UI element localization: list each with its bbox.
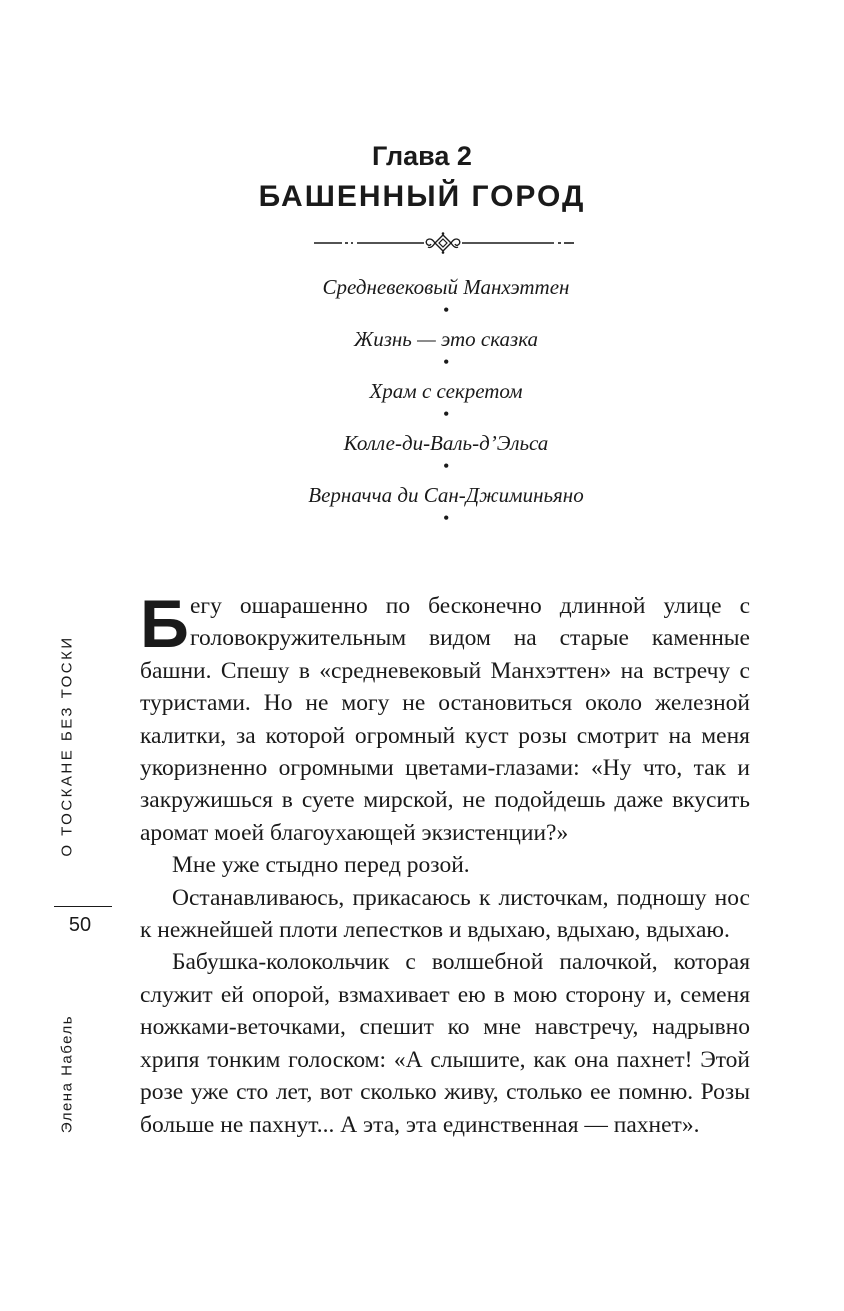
chapter-title: БАШЕННЫЙ ГОРОД — [258, 180, 586, 213]
paragraph: Останавливаюсь, прикасаюсь к листочкам, подношу нос к нежнейшей плоти лепестков и вдыхаю, вдыхаю, вдыхаю. — [140, 884, 750, 944]
topic-item: Верначча ди Сан-Джиминьяно — [308, 483, 584, 507]
author-name — [56, 994, 78, 1154]
paragraph: Мне уже стыдно перед розой. — [172, 852, 470, 879]
bullet-separator: • — [442, 456, 450, 476]
ornament-divider — [312, 232, 578, 254]
bullet-separator: • — [442, 352, 450, 372]
drop-cap: Б — [140, 586, 189, 662]
topic-item: Средневековый Манхэттен — [322, 275, 570, 299]
running-head — [56, 630, 78, 862]
bullet-separator: • — [442, 404, 450, 424]
paragraph: Бабушка-колокольчик с волшебной палочкой, которая служит ей опорой, взмахивает ею в мою сторону и, семеня ножками-веточками, спешит ко мне навстречу, надрывно хрипя тонким голоском: «А слышите, как она пахнет! Этой розе уже сто лет, вот сколько живу, столько ее помню. Розы больше не пахнут... А эта, эта единственная — пахнет». — [140, 949, 750, 1138]
page-number: 50 — [68, 914, 92, 936]
page-number-rule — [54, 906, 112, 907]
paragraph-text: егу ошарашенно по бесконечно длинной улице с головокружительным видом на старые каменные башни. Спешу в «средневековый Манхэттен» на встречу с туристами. Но не могу не остановиться около железной калитки, за которой огромный куст розы смотрит на меня укоризненно огромными цветами-глазами: «Ну что, так и закружишься в суете мирской, не подойдешь даже вкусить аромат моей благоухающей экзистенции?» — [140, 593, 750, 846]
bullet-separator: • — [442, 508, 450, 528]
body-text — [140, 586, 750, 1141]
running-head-text: О ТОСКАНЕ БЕЗ ТОСКИ — [58, 635, 76, 857]
paragraph — [140, 586, 750, 849]
topic-item: Храм с секретом — [369, 379, 523, 403]
bullet-separator: • — [442, 300, 450, 320]
chapter-number: Глава 2 — [372, 141, 472, 171]
topic-item: Жизнь — это сказка — [353, 327, 539, 351]
topic-item: Колле-ди-Валь-д’Эльса — [343, 431, 549, 455]
chapter-topics — [0, 272, 844, 532]
author-name-text: Элена Набель — [58, 1014, 76, 1134]
